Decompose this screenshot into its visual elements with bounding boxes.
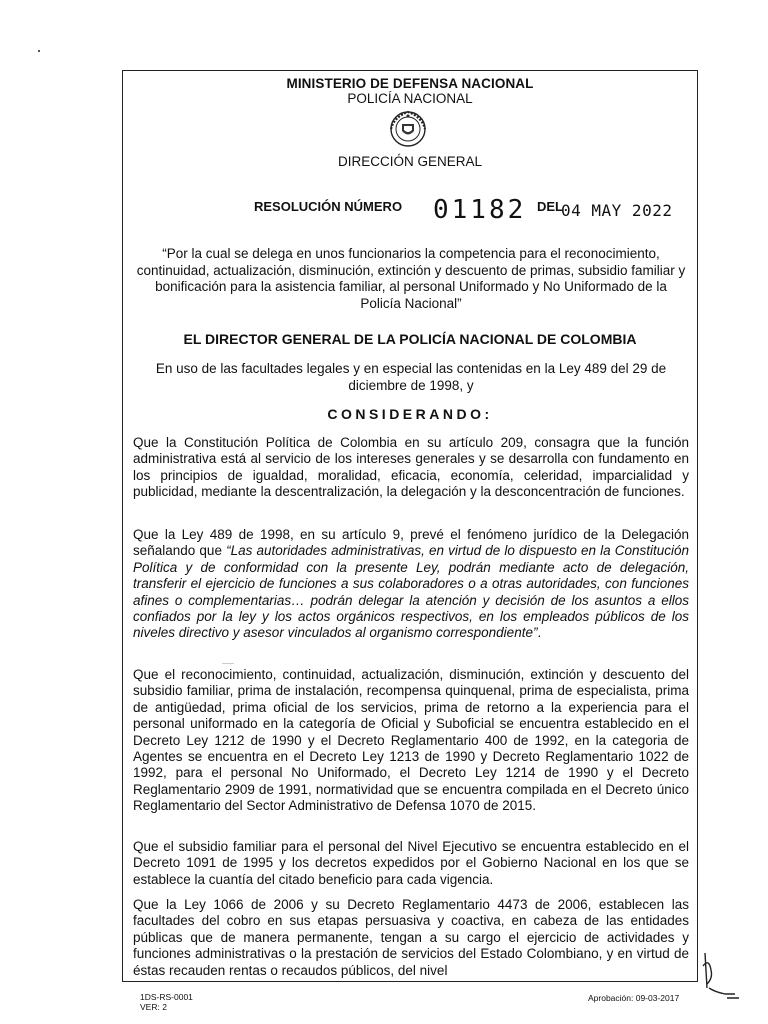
footer-code-text: 1DS-RS-0001 bbox=[140, 992, 193, 1002]
direction-heading: DIRECCIÓN GENERAL bbox=[337, 154, 483, 169]
scan-speck bbox=[222, 663, 234, 664]
paragraph-ley-1066: Que la Ley 1066 de 2006 y su Decreto Reglamentario 4473 de 2006, establecen las facultades del cobro en sus etapas persuasiva y coactiva, en cabeza de las entidades públicas que de manera permanente, tengan a su cargo el ejercicio de actividades y funciones administrativas o la prestación de servicios del Estado Colombiano, y en virtud de éstas recauden rentas o recaudos públicos, del nivel bbox=[133, 897, 689, 978]
paragraph-primas: Que el reconocimiento, continuidad, actualización, disminución, extinción y descuento del subsidio familiar, prima de instalación, recompensa quinquenal, prima de especialista, prima de antigüedad, prima oficial de los servicios, prima de retorno a la experiencia para el personal uniformado en la categoría de Oficial y Suboficial se encuentra establecido en el Decreto Ley 1212 de 1990 y el Decreto Reglamentario 400 de 1992, en la categoria de Agentes se encuentra en el Decreto Ley 1213 de 1990 y Decreto Reglamentario 1022 de 1992, para el personal No Uniformado, el Decreto Ley 1214 de 1990 y el Decreto Reglamentario 2909 de 1991, normatividad que se encuentra compilada en el Decreto único Reglamentario del Sector Administrativo de Defensa 1070 de 2015. bbox=[133, 667, 689, 814]
ministry-heading: MINISTERIO DE DEFENSA NACIONAL bbox=[286, 76, 534, 91]
police-heading: POLICÍA NACIONAL bbox=[347, 91, 473, 106]
footer-version: VER: 2 bbox=[140, 1002, 167, 1012]
director-title: EL DIRECTOR GENERAL DE LA POLICÍA NACIONAL DE COLOMBIA bbox=[183, 331, 637, 347]
resolution-del-label: DEL bbox=[537, 199, 563, 214]
considerando-heading: CONSIDERANDO: bbox=[327, 406, 493, 422]
preamble: En uso de las facultades legales y en especial las contenidas en la Ley 489 del 29 de diciembre de 1998, y bbox=[155, 361, 667, 393]
footer-approval: Aprobación: 09-03-2017 bbox=[588, 993, 680, 1003]
resolution-number: 01182 bbox=[433, 195, 527, 225]
paragraph-ley-489-quote: “Las autoridades administrativas, en virtud de lo dispuesto en la Constitución Política y de conformidad con la presente Ley, podrán mediante acto de delegación, transferir el ejercicio de funciones a sus colaboradores o a otras autoridades, con funciones afines o complementarias… podrán delegar la atención y decisión de los asuntos a ellos confiados por la ley y los actos orgánicos respectivos, en los empleados públicos de los niveles directivo y asesor vinculados al organismo correspondiente” bbox=[133, 543, 689, 641]
resolution-label: RESOLUCIÓN NÚMERO bbox=[254, 199, 403, 214]
resolution-date: 04 MAY 2022 bbox=[561, 201, 673, 220]
document-frame bbox=[122, 70, 698, 982]
resolution-subject: “Por la cual se delega en unos funcionarios la competencia para el reconocimiento, continuidad, actualización, disminución, extinción y descuento de primas, subsidio familiar y bonificación para la asistencia familiar, al personal Uniformado y No Uniformado de la Policía Nacional” bbox=[136, 246, 686, 311]
police-seal-icon bbox=[388, 109, 428, 149]
paragraph-ley-489-intro: Que la Ley 489 de 1998, en su artículo 9, prevé el fenómeno jurídico de la Delegación señalando que bbox=[133, 527, 689, 559]
paragraph-subsidio: Que el subsidio familiar para el personal del Nivel Ejecutivo se encuentra establecido en el Decreto 1091 de 1995 y los decretos expedidos por el Gobierno Nacional en los que se establece la cuantía del citado beneficio para cada vigencia. bbox=[133, 839, 689, 887]
paragraph-ley-489-end: . bbox=[537, 625, 542, 641]
paragraph-ley-489 bbox=[133, 527, 689, 642]
signature-scribble-icon bbox=[695, 948, 745, 1008]
footer-code bbox=[140, 992, 193, 1012]
scan-speck bbox=[38, 50, 40, 52]
paragraph-constitution: Que la Constitución Política de Colombia en su artículo 209, consagra que la función administrativa está al servicio de los intereses generales y se desarrolla con fundamento en los principios de igualdad, moralidad, eficacia, economía, celeridad, imparcialidad y publicidad, mediante la descentralización, la delegación y la desconcentración de funciones. bbox=[133, 435, 689, 500]
